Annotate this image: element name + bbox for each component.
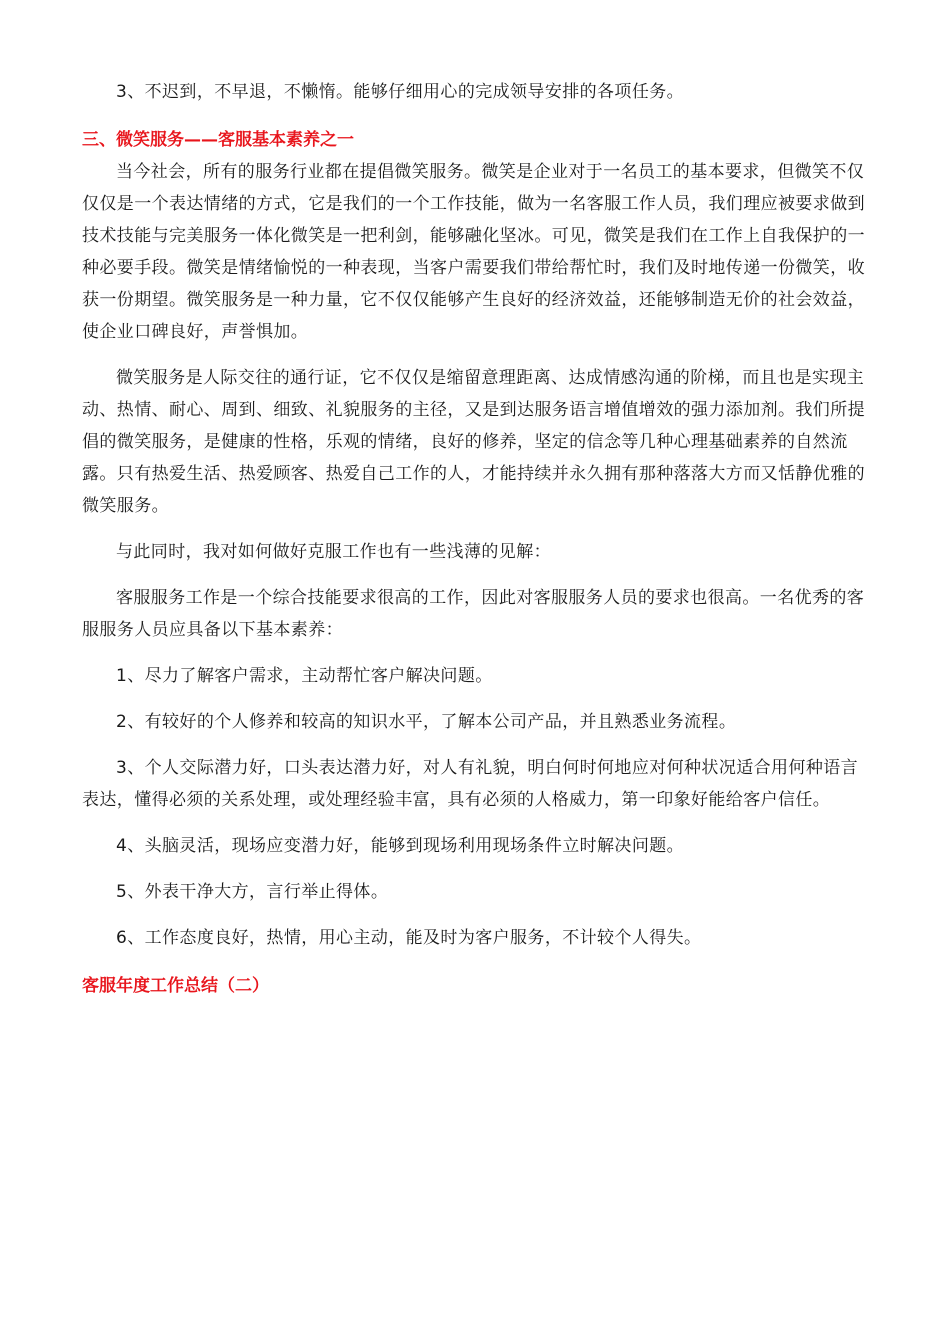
paragraph-requirements: 客服服务工作是一个综合技能要求很高的工作，因此对客服服务人员的要求也很高。一名优秀的客服服务人员应具备以下基本素养： <box>82 588 865 640</box>
document-body <box>82 76 868 1002</box>
list-item-3-top: 3、不迟到，不早退，不懒惰。能够仔细用心的完成领导安排的各项任务。 <box>116 82 685 102</box>
paragraph-opinion-intro: 与此同时，我对如何做好克服工作也有一些浅薄的见解： <box>116 542 551 562</box>
next-section-heading: 客服年度工作总结（二） <box>82 976 269 996</box>
list-item-5: 5、外表干净大方，言行举止得体。 <box>116 882 389 902</box>
section-heading: 三、微笑服务——客服基本素养之一 <box>82 130 354 150</box>
paragraph-smile-service: 当今社会，所有的服务行业都在提倡微笑服务。微笑是企业对于一名员工的基本要求，但微笑不仅仅仅是一个表达情绪的方式，它是我们的一个工作技能，做为一名客服工作人员，我们理应被要求做到技术技能与完美服务一体化微笑是一把利剑，能够融化坚冰。可见，微笑是我们在工作上自我保护的一种必要手段。微笑是情绪愉悦的一种表现，当客户需要我们带给帮忙时，我们及时地传递一份微笑，收获一份期望。微笑服务是一种力量，它不仅仅能够产生良好的经济效益，还能够制造无价的社会效益，使企业口碑良好，声誉惧加。 <box>82 162 865 342</box>
list-item-6: 6、工作态度良好，热情，用心主动，能及时为客户服务，不计较个人得失。 <box>116 928 702 948</box>
list-item-2: 2、有较好的个人修养和较高的知识水平，了解本公司产品，并且熟悉业务流程。 <box>116 712 737 732</box>
paragraph-smile-passport: 微笑服务是人际交往的通行证，它不仅仅是缩留意理距离、达成情感沟通的阶梯，而且也是实现主动、热情、耐心、周到、细致、礼貌服务的主径，又是到达服务语言增值增效的强力添加剂。我们所提倡的微笑服务，是健康的性格，乐观的情绪，良好的修养，坚定的信念等几种心理基础素养的自然流露。只有热爱生活、热爱顾客、热爱自己工作的人，才能持续并永久拥有那种落落大方而又恬静优雅的微笑服务。 <box>82 368 865 516</box>
list-item-3: 3、个人交际潜力好，口头表达潜力好，对人有礼貌，明白何时何地应对何种状况适合用何种语言表达，懂得必须的关系处理，或处理经验丰富，具有必须的人格威力，第一印象好能给客户信任。 <box>82 758 859 810</box>
list-item-1: 1、尽力了解客户需求，主动帮忙客户解决问题。 <box>116 666 493 686</box>
list-item-4: 4、头脑灵活，现场应变潜力好，能够到现场利用现场条件立时解决问题。 <box>116 836 685 856</box>
